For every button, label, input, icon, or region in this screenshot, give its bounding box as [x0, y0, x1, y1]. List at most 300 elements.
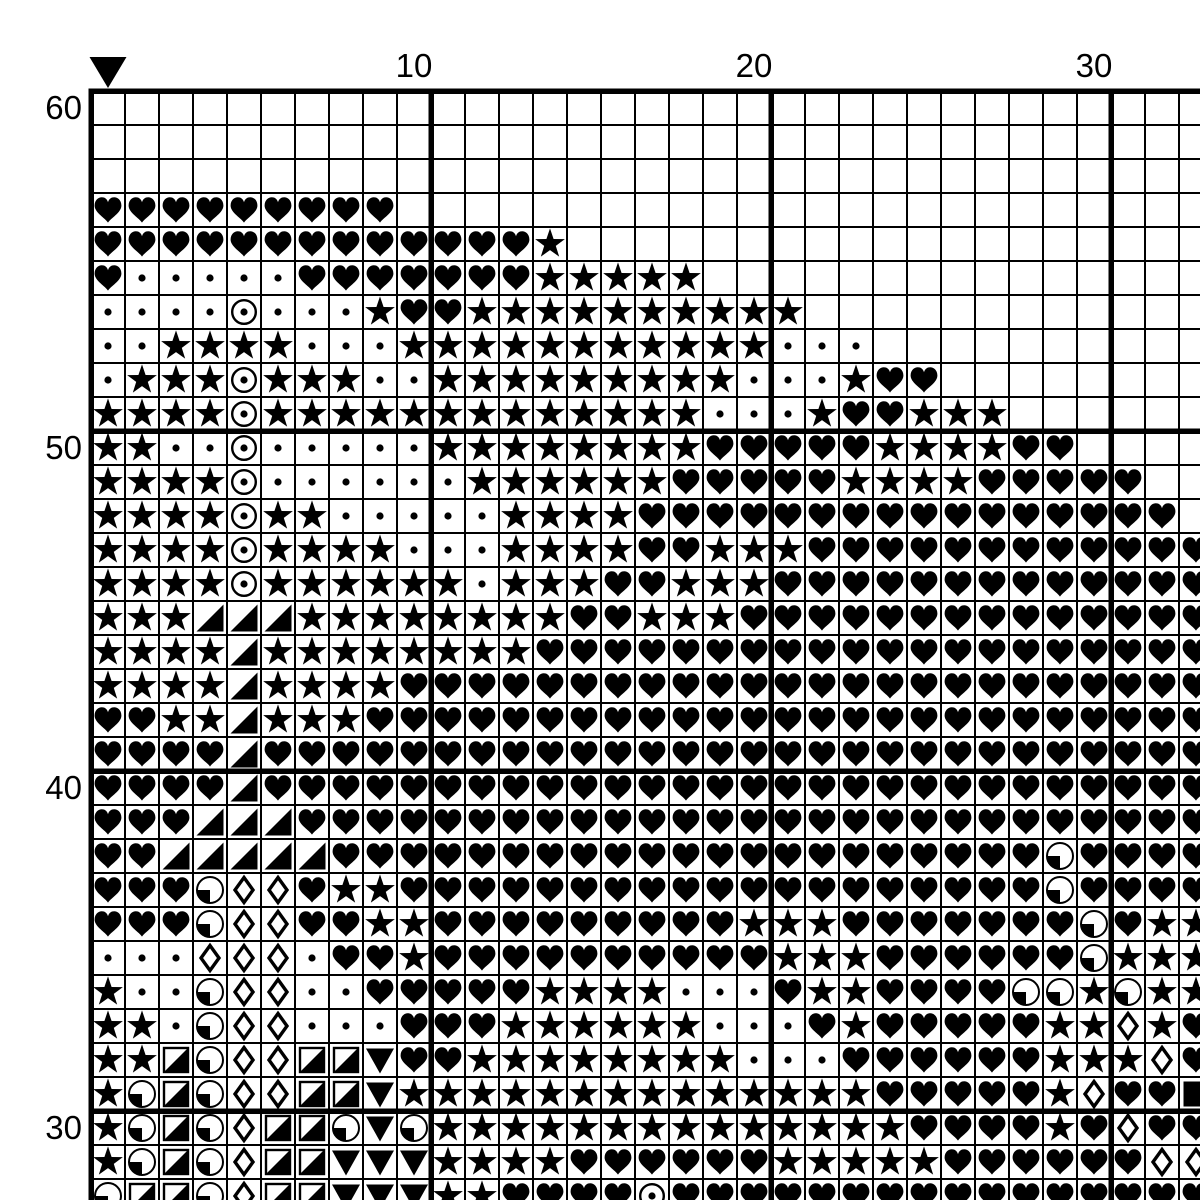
center-marker-icon: [90, 57, 127, 88]
square-lower-right-half-icon: [334, 1048, 358, 1072]
square-lower-right-half-icon: [300, 1150, 324, 1174]
star-icon: [93, 1146, 123, 1174]
heart-icon: [911, 673, 938, 698]
dot-icon: [138, 308, 145, 315]
star-icon: [433, 636, 463, 664]
star-icon: [603, 330, 633, 358]
heart-icon: [979, 673, 1006, 698]
star-icon: [603, 1010, 633, 1038]
star-icon: [195, 704, 225, 732]
heart-icon: [775, 809, 802, 834]
star-icon: [331, 364, 361, 392]
heart-icon: [1115, 809, 1142, 834]
heart-icon: [469, 945, 496, 970]
star-icon: [671, 296, 701, 324]
heart-icon: [945, 1149, 972, 1174]
heart-icon: [1115, 503, 1142, 528]
heart-icon: [571, 605, 598, 630]
heart-icon: [741, 469, 768, 494]
star-icon: [161, 602, 191, 630]
star-icon: [195, 636, 225, 664]
heart-icon: [435, 775, 462, 800]
heart-icon: [877, 1081, 904, 1106]
square-lower-right-half-icon: [164, 1150, 188, 1174]
star-icon: [807, 942, 837, 970]
diamond-outline-icon: [235, 980, 253, 1005]
triangle-lower-right-icon: [231, 843, 258, 870]
triangle-lower-right-icon: [231, 605, 258, 632]
star-icon: [195, 364, 225, 392]
heart-icon: [843, 401, 870, 426]
triangle-lower-right-icon: [231, 775, 258, 802]
heart-icon: [639, 673, 666, 698]
star-icon: [93, 1010, 123, 1038]
heart-icon: [605, 605, 632, 630]
dot-icon: [206, 308, 213, 315]
heart-icon: [401, 775, 428, 800]
dot-icon: [376, 1022, 383, 1029]
heart-icon: [265, 231, 292, 256]
heart-icon: [435, 231, 462, 256]
dot-icon: [784, 376, 791, 383]
heart-icon: [333, 231, 360, 256]
star-icon: [841, 1112, 871, 1140]
heart-icon: [877, 571, 904, 596]
heart-icon: [503, 673, 530, 698]
heart-icon: [809, 843, 836, 868]
triangle-down-icon: [400, 1151, 428, 1176]
square-lower-right-half-icon: [164, 1048, 188, 1072]
row-label-50: 50: [45, 429, 82, 466]
heart-icon: [673, 469, 700, 494]
star-icon: [93, 670, 123, 698]
star-icon: [807, 398, 837, 426]
star-icon: [841, 1010, 871, 1038]
heart-icon: [843, 707, 870, 732]
heart-icon: [1183, 741, 1200, 766]
diamond-outline-icon: [269, 1082, 287, 1107]
heart-icon: [809, 1183, 836, 1200]
star-icon: [331, 602, 361, 630]
star-icon: [569, 398, 599, 426]
star-icon: [875, 466, 905, 494]
heart-icon: [95, 877, 122, 902]
star-icon: [467, 636, 497, 664]
heart-icon: [1047, 605, 1074, 630]
star-icon: [671, 1112, 701, 1140]
heart-icon: [639, 639, 666, 664]
heart-icon: [639, 537, 666, 562]
heart-icon: [1149, 877, 1176, 902]
star-icon: [637, 602, 667, 630]
star-icon: [773, 296, 803, 324]
dot-icon: [342, 478, 349, 485]
heart-icon: [673, 503, 700, 528]
row-label-60: 60: [45, 89, 82, 126]
heart-icon: [1013, 571, 1040, 596]
star-icon: [705, 364, 735, 392]
star-icon: [1181, 942, 1200, 970]
star-icon: [501, 296, 531, 324]
heart-icon: [707, 877, 734, 902]
heart-icon: [911, 1047, 938, 1072]
star-icon: [161, 466, 191, 494]
star-icon: [501, 636, 531, 664]
star-icon: [433, 432, 463, 460]
dot-icon: [410, 512, 417, 519]
star-icon: [739, 534, 769, 562]
heart-icon: [1013, 605, 1040, 630]
diamond-outline-icon: [235, 1184, 253, 1200]
star-icon: [637, 330, 667, 358]
heart-icon: [571, 843, 598, 868]
heart-icon: [741, 639, 768, 664]
heart-icon: [265, 741, 292, 766]
star-icon: [331, 670, 361, 698]
heart-icon: [1013, 911, 1040, 936]
star-icon: [1045, 1112, 1075, 1140]
dot-icon: [478, 580, 485, 587]
star-icon: [603, 1078, 633, 1106]
heart-icon: [129, 809, 156, 834]
heart-icon: [843, 775, 870, 800]
heart-icon: [979, 809, 1006, 834]
heart-icon: [503, 775, 530, 800]
heart-icon: [843, 503, 870, 528]
heart-icon: [1047, 571, 1074, 596]
star-icon: [1045, 1044, 1075, 1072]
star-icon: [127, 398, 157, 426]
dot-icon: [750, 376, 757, 383]
heart-icon: [1081, 639, 1108, 664]
heart-icon: [1081, 775, 1108, 800]
star-icon: [637, 296, 667, 324]
heart-icon: [95, 231, 122, 256]
heart-icon: [605, 707, 632, 732]
circled-dot-icon: [232, 538, 256, 562]
triangle-down-icon: [400, 1185, 428, 1200]
diamond-outline-icon: [235, 1082, 253, 1107]
row-label-30: 30: [45, 1109, 82, 1146]
star-icon: [433, 568, 463, 596]
star-icon: [569, 1112, 599, 1140]
star-icon: [603, 1112, 633, 1140]
heart-icon: [945, 1115, 972, 1140]
heart-icon: [503, 945, 530, 970]
heart-icon: [673, 639, 700, 664]
heart-icon: [1149, 537, 1176, 562]
star-icon: [263, 636, 293, 664]
star-icon: [93, 534, 123, 562]
star-icon: [467, 432, 497, 460]
heart-icon: [1013, 1115, 1040, 1140]
circle-quarter-lower-left-icon: [333, 1115, 359, 1141]
triangle-lower-right-icon: [265, 843, 292, 870]
triangle-lower-right-icon: [231, 741, 258, 768]
heart-icon: [401, 231, 428, 256]
star-icon: [467, 296, 497, 324]
heart-icon: [503, 843, 530, 868]
heart-icon: [95, 707, 122, 732]
heart-icon: [571, 775, 598, 800]
heart-icon: [707, 1183, 734, 1200]
heart-icon: [95, 809, 122, 834]
heart-icon: [877, 1013, 904, 1038]
heart-icon: [1047, 469, 1074, 494]
heart-icon: [809, 537, 836, 562]
dot-icon: [784, 1056, 791, 1063]
star-icon: [263, 534, 293, 562]
star-icon: [671, 602, 701, 630]
star-icon: [229, 330, 259, 358]
star-icon: [433, 1146, 463, 1174]
heart-icon: [605, 877, 632, 902]
heart-icon: [1013, 809, 1040, 834]
heart-icon: [333, 741, 360, 766]
heart-icon: [979, 979, 1006, 1004]
star-icon: [569, 296, 599, 324]
heart-icon: [707, 843, 734, 868]
heart-icon: [537, 809, 564, 834]
heart-icon: [911, 843, 938, 868]
star-icon: [1147, 1010, 1177, 1038]
heart-icon: [1183, 775, 1200, 800]
heart-icon: [945, 741, 972, 766]
triangle-lower-right-icon: [197, 809, 224, 836]
heart-icon: [435, 1013, 462, 1038]
star-icon: [93, 636, 123, 664]
heart-icon: [401, 843, 428, 868]
diamond-outline-icon: [235, 1014, 253, 1039]
heart-icon: [945, 945, 972, 970]
star-icon: [365, 296, 395, 324]
heart-icon: [1047, 435, 1074, 460]
star-icon: [739, 908, 769, 936]
heart-icon: [809, 503, 836, 528]
star-icon: [263, 398, 293, 426]
star-icon: [909, 398, 939, 426]
star-icon: [671, 1044, 701, 1072]
heart-icon: [401, 741, 428, 766]
dot-icon: [138, 342, 145, 349]
heart-icon: [775, 469, 802, 494]
star-icon: [739, 330, 769, 358]
triangle-down-icon: [366, 1117, 394, 1142]
heart-icon: [639, 843, 666, 868]
triangle-lower-right-icon: [197, 843, 224, 870]
circle-quarter-lower-left-icon: [129, 1115, 155, 1141]
heart-icon: [741, 809, 768, 834]
heart-icon: [1081, 469, 1108, 494]
heart-icon: [877, 1047, 904, 1072]
heart-icon: [605, 741, 632, 766]
star-icon: [433, 602, 463, 630]
diamond-outline-icon: [269, 878, 287, 903]
heart-icon: [1149, 741, 1176, 766]
star-icon: [603, 500, 633, 528]
heart-icon: [1081, 605, 1108, 630]
heart-icon: [1013, 1149, 1040, 1174]
dot-icon: [240, 274, 247, 281]
star-icon: [501, 330, 531, 358]
heart-icon: [911, 537, 938, 562]
heart-icon: [911, 571, 938, 596]
star-icon: [671, 262, 701, 290]
dot-icon: [172, 444, 179, 451]
heart-icon: [1081, 1183, 1108, 1200]
star-icon: [535, 228, 565, 256]
dot-icon: [172, 274, 179, 281]
heart-icon: [775, 1183, 802, 1200]
heart-icon: [911, 707, 938, 732]
star-icon: [807, 1078, 837, 1106]
star-icon: [161, 534, 191, 562]
diamond-outline-icon: [1187, 1150, 1200, 1175]
heart-icon: [401, 1013, 428, 1038]
dot-icon: [716, 410, 723, 417]
circle-quarter-lower-left-icon: [1047, 877, 1073, 903]
square-lower-right-half-icon: [266, 1150, 290, 1174]
star-icon: [1113, 942, 1143, 970]
star-icon: [93, 602, 123, 630]
heart-icon: [265, 775, 292, 800]
heart-icon: [639, 877, 666, 902]
circle-quarter-lower-left-icon: [1081, 911, 1107, 937]
diamond-outline-icon: [235, 1150, 253, 1175]
heart-icon: [707, 469, 734, 494]
star-icon: [637, 364, 667, 392]
heart-icon: [401, 265, 428, 290]
heart-icon: [95, 843, 122, 868]
dot-icon: [750, 410, 757, 417]
heart-icon: [639, 809, 666, 834]
heart-icon: [843, 911, 870, 936]
heart-icon: [639, 707, 666, 732]
diamond-outline-icon: [235, 912, 253, 937]
heart-icon: [945, 979, 972, 1004]
star-icon: [739, 296, 769, 324]
heart-icon: [469, 231, 496, 256]
circled-dot-icon: [232, 402, 256, 426]
star-icon: [1147, 976, 1177, 1004]
triangle-down-icon: [366, 1151, 394, 1176]
heart-icon: [1149, 639, 1176, 664]
heart-icon: [1081, 843, 1108, 868]
dot-icon: [818, 1056, 825, 1063]
heart-icon: [1013, 843, 1040, 868]
star-icon: [195, 398, 225, 426]
star-icon: [569, 330, 599, 358]
heart-icon: [809, 1013, 836, 1038]
star-icon: [127, 364, 157, 392]
heart-icon: [639, 1149, 666, 1174]
dot-icon: [172, 954, 179, 961]
heart-icon: [1047, 1149, 1074, 1174]
diamond-outline-icon: [269, 980, 287, 1005]
dot-icon: [852, 342, 859, 349]
star-icon: [331, 568, 361, 596]
heart-icon: [639, 571, 666, 596]
heart-icon: [1183, 1013, 1200, 1038]
star-icon: [705, 330, 735, 358]
heart-icon: [877, 401, 904, 426]
filled-square-icon: [1184, 1082, 1200, 1107]
star-icon: [535, 1146, 565, 1174]
star-icon: [433, 1078, 463, 1106]
triangle-lower-right-icon: [231, 707, 258, 734]
row-label-40: 40: [45, 769, 82, 806]
circle-quarter-lower-left-icon: [1115, 979, 1141, 1005]
heart-icon: [401, 1047, 428, 1072]
heart-icon: [299, 231, 326, 256]
circled-dot-icon: [232, 470, 256, 494]
heart-icon: [877, 503, 904, 528]
heart-icon: [843, 537, 870, 562]
heart-icon: [1081, 537, 1108, 562]
heart-icon: [469, 911, 496, 936]
heart-icon: [1149, 775, 1176, 800]
heart-icon: [1183, 877, 1200, 902]
heart-icon: [945, 1081, 972, 1106]
circle-quarter-lower-left-icon: [1047, 843, 1073, 869]
heart-icon: [639, 503, 666, 528]
heart-icon: [911, 809, 938, 834]
star-icon: [93, 1044, 123, 1072]
star-icon: [263, 568, 293, 596]
heart-icon: [945, 537, 972, 562]
heart-icon: [503, 1183, 530, 1200]
heart-icon: [571, 945, 598, 970]
heart-icon: [673, 741, 700, 766]
heart-icon: [979, 571, 1006, 596]
heart-icon: [129, 707, 156, 732]
heart-icon: [333, 265, 360, 290]
heart-icon: [299, 911, 326, 936]
heart-icon: [843, 1047, 870, 1072]
heart-icon: [911, 503, 938, 528]
heart-icon: [435, 741, 462, 766]
heart-icon: [1115, 843, 1142, 868]
heart-icon: [537, 1183, 564, 1200]
heart-icon: [979, 911, 1006, 936]
heart-icon: [367, 979, 394, 1004]
heart-icon: [741, 435, 768, 460]
heart-icon: [1047, 1183, 1074, 1200]
heart-icon: [129, 911, 156, 936]
heart-icon: [129, 741, 156, 766]
heart-icon: [979, 843, 1006, 868]
heart-icon: [367, 265, 394, 290]
heart-icon: [1013, 435, 1040, 460]
square-lower-right-half-icon: [300, 1082, 324, 1106]
heart-icon: [1183, 639, 1200, 664]
heart-icon: [673, 673, 700, 698]
heart-icon: [1047, 673, 1074, 698]
heart-icon: [1115, 673, 1142, 698]
heart-icon: [979, 469, 1006, 494]
heart-icon: [231, 231, 258, 256]
heart-icon: [1183, 605, 1200, 630]
star-icon: [603, 296, 633, 324]
star-icon: [1147, 942, 1177, 970]
heart-icon: [877, 741, 904, 766]
heart-icon: [741, 775, 768, 800]
dot-icon: [308, 444, 315, 451]
heart-icon: [911, 741, 938, 766]
heart-icon: [639, 911, 666, 936]
star-icon: [433, 330, 463, 358]
heart-icon: [877, 605, 904, 630]
